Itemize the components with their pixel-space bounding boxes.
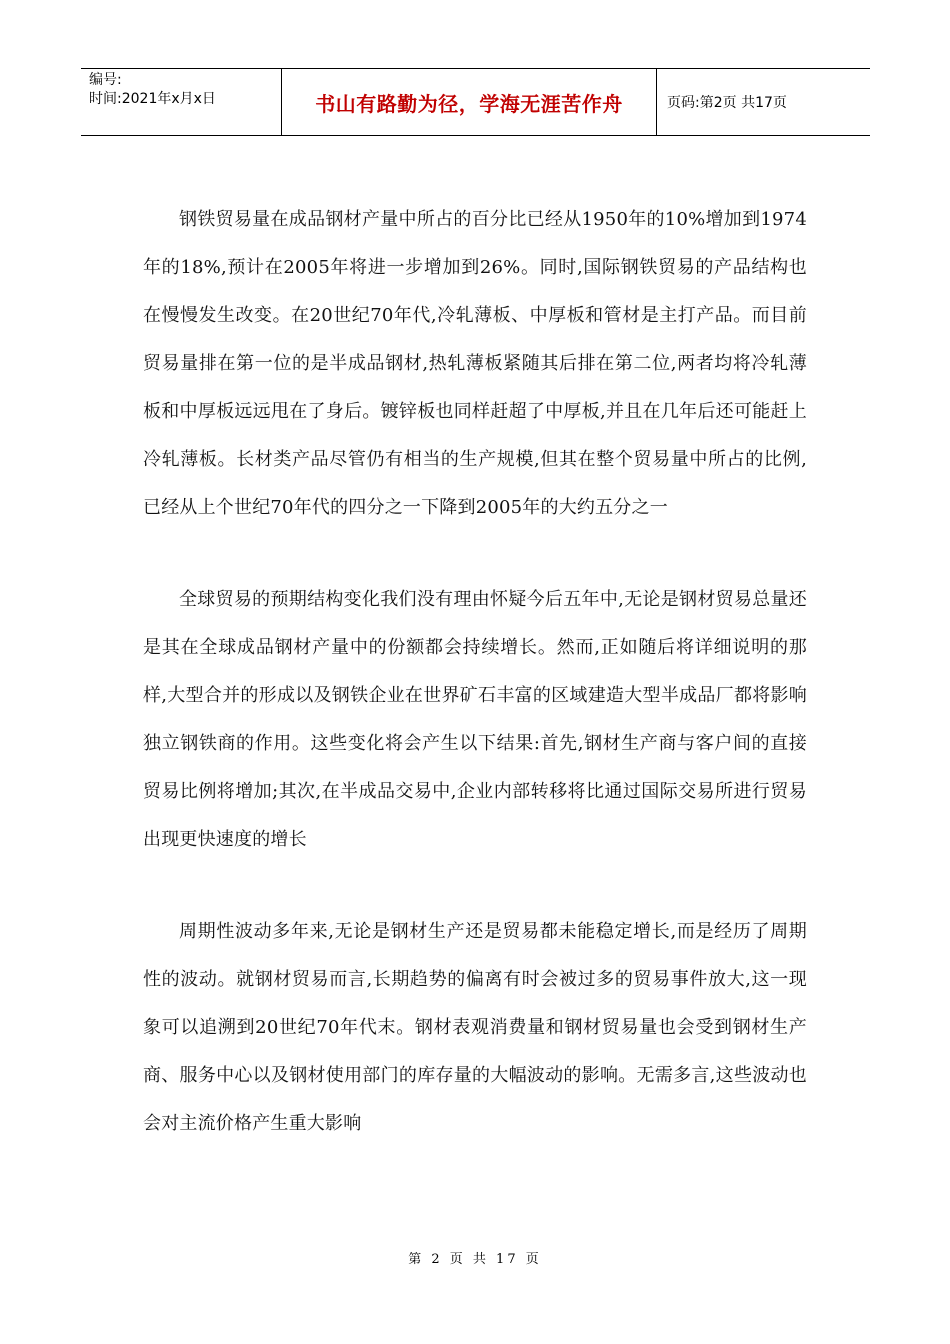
paragraph-cyclical-fluctuation: 周期性波动多年来,无论是钢材生产还是贸易都未能稳定增长,而是经历了周期性的波动。就钢材贸易而言,长期趋势的偏离有时会被过多的贸易事件放大,这一现象可以追溯到20世纪70年代末。钢材表观消费量和钢材贸易量也会受到钢材生产商、服务中心以及钢材使用部门的库存量的大幅波动的影响。无需多言,这些波动也会对主流价格产生重大影响 <box>143 921 807 1134</box>
paragraph-steel-trade-share: 钢铁贸易量在成品钢材产量中所占的百分比已经从1950年的10%增加到1974年的18%,预计在2005年将进一步增加到26%。同时,国际钢铁贸易的产品结构也在慢慢发生改变。在20世纪70年代,冷轧薄板、中厚板和管材是主打产品。而目前贸易量排在第一位的是半成品钢材,热轧薄板紧随其后排在第二位,两者均将冷轧薄板和中厚板远远甩在了身后。镀锌板也同样赶超了中厚板,并且在几年后还可能赶上冷轧薄板。长材类产品尽管仍有相当的生产规模,但其在整个贸易量中所占的比例,已经从上个世纪70年代的四分之一下降到2005年的大约五分之一 <box>143 209 807 518</box>
header-meta <box>81 69 282 135</box>
header-page-info: 页码:第2页 共17页 <box>667 95 787 111</box>
document-number-label: 编号: <box>89 72 122 88</box>
document-body <box>143 196 807 1148</box>
header-motto: 书山有路勤为径，学海无涯苦作舟 <box>282 69 657 135</box>
page-footer: 第 2 页 共 17 页 <box>408 1252 542 1267</box>
paragraph-global-trade-structure: 全球贸易的预期结构变化我们没有理由怀疑今后五年中,无论是钢材贸易总量还是其在全球成品钢材产量中的份额都会持续增长。然而,正如随后将详细说明的那样,大型合并的形成以及钢铁企业在世界矿石丰富的区域建造大型半成品厂都将影响独立钢铁商的作用。这些变化将会产生以下结果:首先,钢材生产商与客户间的直接贸易比例将增加;其次,在半成品交易中,企业内部转移将比通过国际交易所进行贸易出现更快速度的增长 <box>143 589 807 850</box>
document-header <box>81 68 870 136</box>
document-date: 时间:2021年x月x日 <box>89 91 216 107</box>
